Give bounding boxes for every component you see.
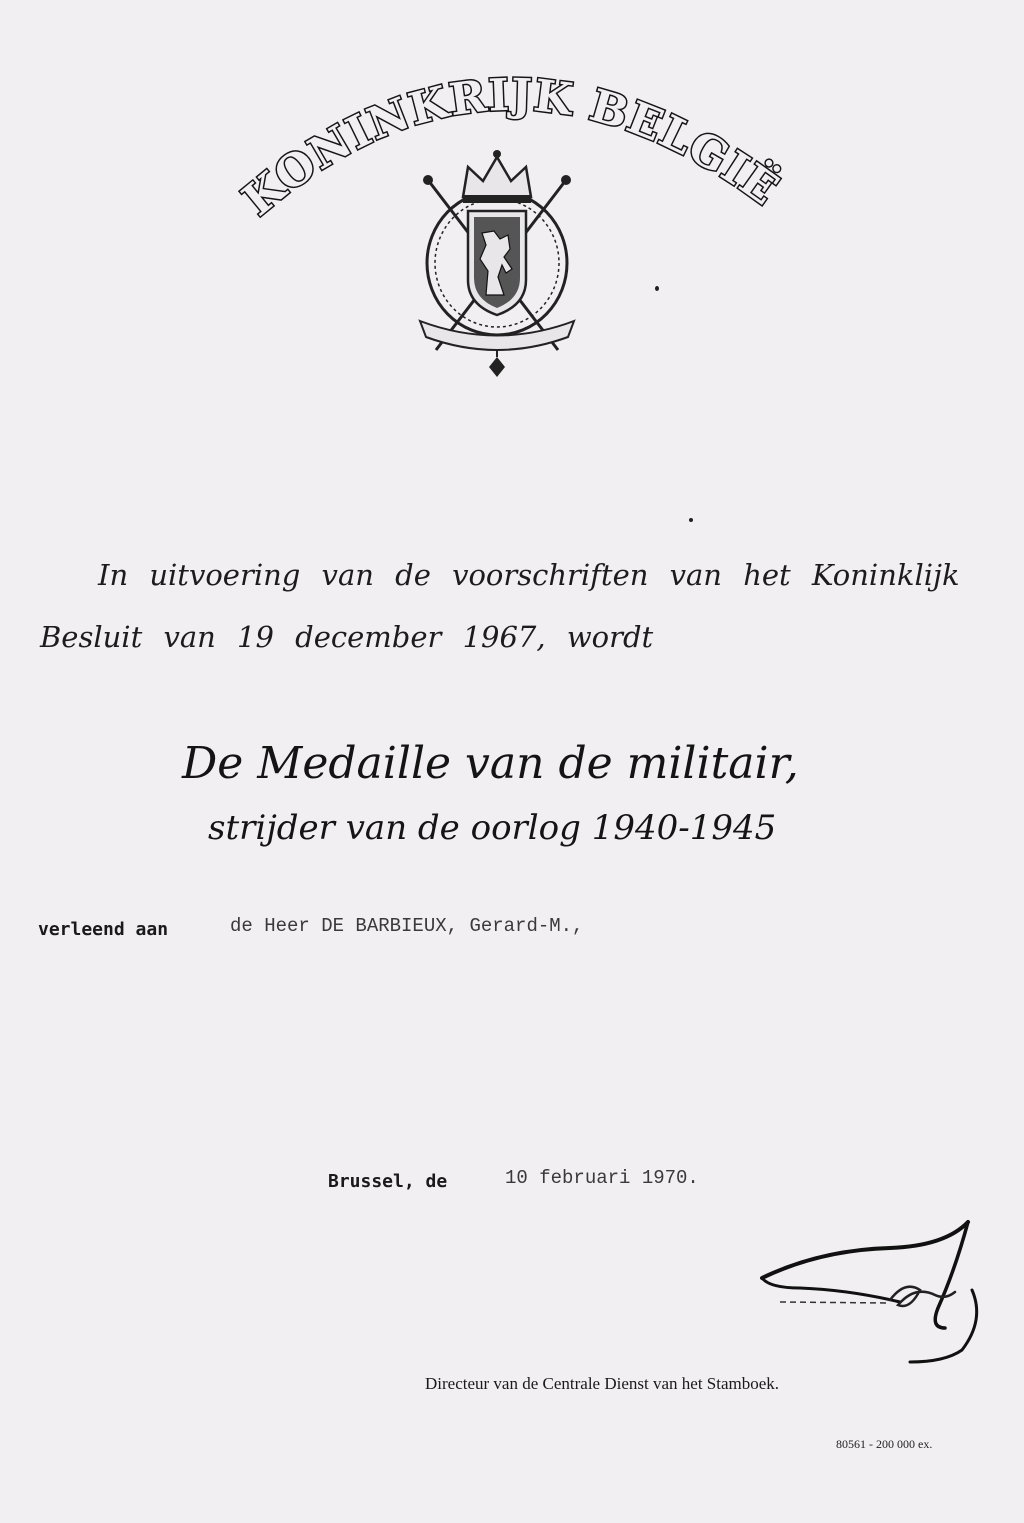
print-reference: 80561 - 200 000 ex. xyxy=(836,1437,933,1451)
awarded-to-label: verleend aan xyxy=(38,919,169,940)
recipient-name: de Heer DE BARBIEUX, Gerard-M., xyxy=(230,915,584,937)
signatory-title: Directeur van de Centrale Dienst van het Stamboek. xyxy=(425,1374,780,1393)
kingdom-title: KONINKRIJK BELGIË xyxy=(233,69,788,226)
paper-speck xyxy=(655,286,659,291)
intro-line-1: In uitvoering van de voorschriften van het Koninklijk xyxy=(98,558,960,592)
handwritten-signature xyxy=(740,1210,990,1380)
issue-date: 10 februari 1970. xyxy=(505,1167,699,1189)
medal-title: De Medaille van de militair, xyxy=(182,738,799,789)
belgian-coat-of-arms-icon xyxy=(408,145,586,385)
place-label: Brussel, de xyxy=(328,1171,448,1192)
intro-line-2: Besluit van 19 december 1967, wordt xyxy=(40,620,654,654)
medal-subtitle: strijder van de oorlog 1940-1945 xyxy=(208,808,777,848)
paper-speck xyxy=(689,518,693,522)
